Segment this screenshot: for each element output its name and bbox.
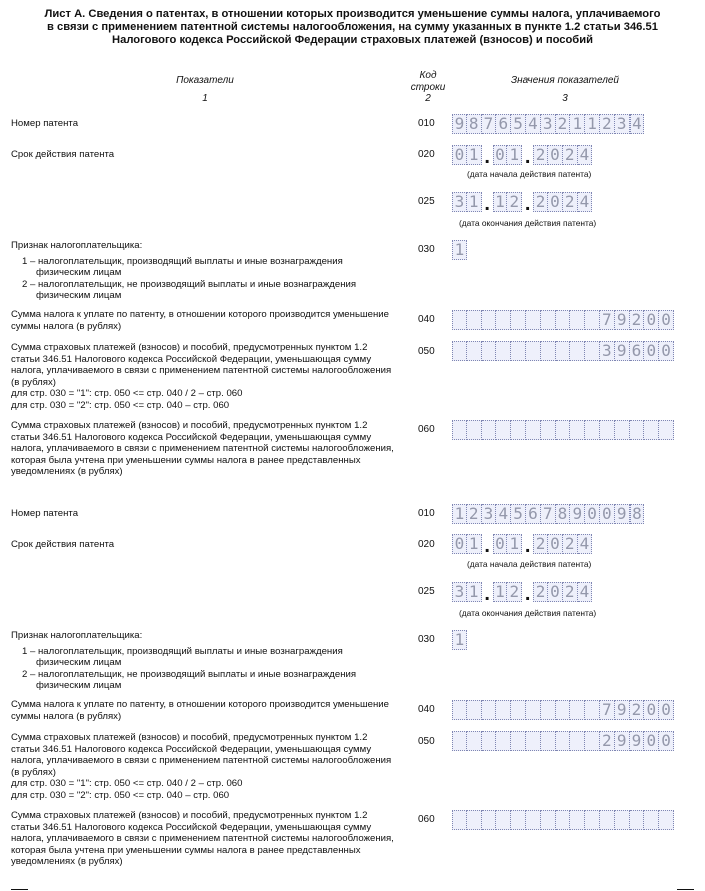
char-cell bbox=[630, 420, 645, 440]
date-separator: . bbox=[484, 583, 490, 605]
label-taxpayer-sign bbox=[11, 240, 399, 302]
char-cell bbox=[585, 731, 600, 751]
char-cell bbox=[526, 420, 541, 440]
char-cell: 0 bbox=[548, 145, 563, 165]
char-cell: 2 bbox=[563, 192, 578, 212]
char-cell: 1 bbox=[467, 145, 482, 165]
char-cell: 1 bbox=[507, 534, 522, 554]
char-cell: 2 bbox=[533, 145, 548, 165]
char-cell: 0 bbox=[659, 310, 674, 330]
label-taxpayer-sign bbox=[11, 630, 399, 692]
char-cell: 0 bbox=[548, 534, 563, 554]
char-cell bbox=[659, 810, 674, 830]
code-020: 020 bbox=[418, 539, 435, 550]
label-insurance-amount bbox=[11, 342, 399, 411]
date-separator: . bbox=[484, 535, 490, 557]
label-patent-number: Номер патента bbox=[11, 118, 79, 129]
char-cell bbox=[556, 810, 571, 830]
char-cell bbox=[496, 341, 511, 361]
char-cell bbox=[570, 700, 585, 720]
char-cell bbox=[644, 420, 659, 440]
label-patent-term: Срок действия патента bbox=[11, 539, 115, 550]
taxpayer-sign-title: Признак налогоплательщика: bbox=[11, 630, 143, 641]
char-cell bbox=[511, 420, 526, 440]
char-cell: 4 bbox=[630, 114, 645, 134]
char-cell bbox=[452, 341, 467, 361]
char-cell: 6 bbox=[526, 504, 541, 524]
char-cell: 8 bbox=[467, 114, 482, 134]
char-cell: 0 bbox=[644, 341, 659, 361]
char-cell bbox=[511, 700, 526, 720]
rule-line-2: для стр. 030 = "2": стр. 050 <= стр. 040 – стр. 060 bbox=[11, 789, 230, 801]
char-cell: 1 bbox=[570, 114, 585, 134]
char-cell: 0 bbox=[585, 504, 600, 524]
char-cell: 2 bbox=[533, 192, 548, 212]
code-040: 040 bbox=[418, 704, 435, 715]
char-cell: 1 bbox=[493, 192, 508, 212]
date-separator: . bbox=[524, 535, 531, 557]
taxpayer-sign-option-2: 2 – налогоплательщик, не производящий выплаты и иные вознаграждения физическим лицам bbox=[22, 278, 357, 301]
char-cell: 8 bbox=[630, 504, 645, 524]
end-date-caption: (дата окончания действия патента) bbox=[459, 608, 597, 618]
char-cell bbox=[570, 420, 585, 440]
insurance-amount-field[interactable] bbox=[452, 731, 674, 751]
char-cell: 2 bbox=[533, 534, 548, 554]
char-cell: 9 bbox=[615, 700, 630, 720]
char-cell bbox=[511, 731, 526, 751]
code-030: 030 bbox=[418, 244, 435, 255]
code-060: 060 bbox=[418, 814, 435, 825]
char-cell bbox=[630, 810, 645, 830]
char-cell: 1 bbox=[452, 630, 467, 650]
char-cell bbox=[570, 810, 585, 830]
char-cell bbox=[556, 731, 571, 751]
char-cell bbox=[526, 341, 541, 361]
char-cell: 0 bbox=[644, 700, 659, 720]
label-insurance-amount bbox=[11, 732, 399, 801]
char-cell bbox=[585, 310, 600, 330]
code-010: 010 bbox=[418, 508, 435, 519]
char-cell bbox=[452, 310, 467, 330]
char-cell: 1 bbox=[467, 582, 482, 602]
char-cell: 0 bbox=[659, 341, 674, 361]
char-cell: 1 bbox=[452, 240, 467, 260]
start-date-caption: (дата начала действия патента) bbox=[467, 169, 592, 179]
char-cell: 2 bbox=[556, 114, 571, 134]
char-cell: 0 bbox=[452, 534, 467, 554]
char-cell: 6 bbox=[496, 114, 511, 134]
char-cell: 3 bbox=[541, 114, 556, 134]
char-cell: 2 bbox=[533, 582, 548, 602]
code-050: 050 bbox=[418, 736, 435, 747]
char-cell bbox=[585, 341, 600, 361]
char-cell: 0 bbox=[548, 582, 563, 602]
char-cell bbox=[585, 810, 600, 830]
taxpayer-sign-option-1: 1 – налогоплательщик, производящий выплаты и иные вознаграждения физическим лицам bbox=[22, 255, 343, 278]
char-cell: 3 bbox=[600, 341, 615, 361]
start-date-field[interactable] bbox=[452, 144, 592, 168]
char-cell bbox=[467, 341, 482, 361]
char-cell: 0 bbox=[493, 534, 508, 554]
char-cell: 3 bbox=[482, 504, 497, 524]
char-cell: 9 bbox=[630, 731, 645, 751]
label-prior-amount: Сумма страховых платежей (взносов) и пособий, предусмотренных пунктом 1.2 статьи 346.51 Налогового кодекса Российской Федерации, уменьшающая сумму налога, уплачиваемого в связи с применением патентной системы налогообложения, которая была учтена при уменьшении суммы налога в ранее представленных уведомлениях (в рублях) bbox=[11, 420, 394, 477]
char-cell: 4 bbox=[578, 534, 593, 554]
char-cell bbox=[496, 700, 511, 720]
char-cell bbox=[482, 731, 497, 751]
column-header-indicators: Показатели bbox=[176, 75, 234, 86]
char-cell: 4 bbox=[496, 504, 511, 524]
char-cell bbox=[511, 810, 526, 830]
patent-number-field[interactable] bbox=[452, 504, 644, 524]
label-patent-term: Срок действия патента bbox=[11, 149, 115, 160]
label-patent-number: Номер патента bbox=[11, 508, 79, 519]
char-cell bbox=[556, 700, 571, 720]
char-cell bbox=[526, 731, 541, 751]
char-cell bbox=[452, 731, 467, 751]
char-cell: 5 bbox=[511, 114, 526, 134]
taxpayer-sign-title: Признак налогоплательщика: bbox=[11, 240, 143, 251]
char-cell bbox=[511, 310, 526, 330]
rule-line-1: для стр. 030 = "1": стр. 050 <= стр. 040 / 2 – стр. 060 bbox=[11, 778, 243, 789]
char-cell: 7 bbox=[541, 504, 556, 524]
char-cell bbox=[482, 810, 497, 830]
char-cell: 6 bbox=[630, 341, 645, 361]
char-cell bbox=[511, 341, 526, 361]
column-header-indicators-number: 1 bbox=[202, 93, 208, 104]
char-cell: 2 bbox=[630, 310, 645, 330]
char-cell bbox=[496, 310, 511, 330]
char-cell: 2 bbox=[563, 582, 578, 602]
char-cell bbox=[496, 731, 511, 751]
char-cell bbox=[467, 310, 482, 330]
char-cell: 4 bbox=[578, 145, 593, 165]
char-cell bbox=[526, 810, 541, 830]
char-cell: 1 bbox=[585, 114, 600, 134]
char-cell: 0 bbox=[600, 504, 615, 524]
char-cell: 0 bbox=[548, 192, 563, 212]
char-cell bbox=[467, 810, 482, 830]
sheet-title: Лист А. Сведения о патентах, в отношении которых производится уменьшение суммы налога, уплачиваемого в связи с применением патентной системы налогообложения, на сумму указанных в пункте 1.2 статьи 346.51 Налогового кодекса Российской Федерации страховых платежей (взносов) и пособий bbox=[44, 8, 661, 47]
char-cell: 4 bbox=[578, 582, 593, 602]
start-date-caption: (дата начала действия патента) bbox=[467, 559, 592, 569]
char-cell bbox=[600, 420, 615, 440]
char-cell bbox=[541, 420, 556, 440]
char-cell bbox=[541, 341, 556, 361]
prior-amount-field[interactable] bbox=[452, 420, 674, 440]
char-cell: 2 bbox=[563, 534, 578, 554]
char-cell bbox=[556, 310, 571, 330]
insurance-amount-text: Сумма страховых платежей (взносов) и пособий, предусмотренных пунктом 1.2 статьи 346.51 Налогового кодекса Российской Федерации, уменьшающая сумму налога, уплачиваемого в связи с применением патентной системы налогообложения (в рублях) bbox=[11, 732, 392, 778]
char-cell bbox=[496, 420, 511, 440]
tax-amount-field[interactable] bbox=[452, 310, 674, 330]
char-cell: 7 bbox=[600, 310, 615, 330]
char-cell bbox=[659, 420, 674, 440]
char-cell: 9 bbox=[615, 731, 630, 751]
prior-amount-field[interactable] bbox=[452, 810, 674, 830]
char-cell bbox=[615, 420, 630, 440]
label-tax-amount: Сумма налога к уплате по патенту, в отношении которого производится уменьшение суммы налога (в рублях) bbox=[11, 699, 389, 722]
char-cell bbox=[644, 810, 659, 830]
char-cell: 1 bbox=[467, 192, 482, 212]
char-cell bbox=[452, 420, 467, 440]
char-cell: 9 bbox=[452, 114, 467, 134]
column-header-values-number: 3 bbox=[562, 93, 568, 104]
char-cell: 9 bbox=[615, 310, 630, 330]
code-020: 020 bbox=[418, 149, 435, 160]
char-cell bbox=[585, 700, 600, 720]
column-header-code: Код строки bbox=[410, 70, 446, 93]
char-cell bbox=[541, 310, 556, 330]
char-cell: 1 bbox=[452, 504, 467, 524]
char-cell bbox=[570, 341, 585, 361]
char-cell bbox=[482, 420, 497, 440]
char-cell bbox=[526, 310, 541, 330]
taxpayer-sign-option-2: 2 – налогоплательщик, не производящий выплаты и иные вознаграждения физическим лицам bbox=[22, 668, 357, 691]
char-cell bbox=[452, 810, 467, 830]
label-tax-amount: Сумма налога к уплате по патенту, в отношении которого производится уменьшение суммы налога (в рублях) bbox=[11, 309, 389, 332]
char-cell bbox=[452, 700, 467, 720]
end-date-caption: (дата окончания действия патента) bbox=[459, 218, 597, 228]
char-cell bbox=[570, 731, 585, 751]
char-cell: 9 bbox=[615, 341, 630, 361]
date-separator: . bbox=[484, 193, 490, 215]
char-cell bbox=[467, 731, 482, 751]
date-separator: . bbox=[524, 146, 531, 168]
char-cell bbox=[496, 810, 511, 830]
rule-line-1: для стр. 030 = "1": стр. 050 <= стр. 040 / 2 – стр. 060 bbox=[11, 388, 243, 399]
char-cell: 5 bbox=[511, 504, 526, 524]
char-cell: 9 bbox=[570, 504, 585, 524]
char-cell bbox=[556, 420, 571, 440]
taxpayer-sign-option-1: 1 – налогоплательщик, производящий выплаты и иные вознаграждения физическим лицам bbox=[22, 645, 343, 668]
char-cell bbox=[526, 700, 541, 720]
char-cell bbox=[482, 700, 497, 720]
code-050: 050 bbox=[418, 346, 435, 357]
char-cell bbox=[541, 700, 556, 720]
corner-mark-right bbox=[677, 889, 694, 891]
char-cell bbox=[541, 731, 556, 751]
code-040: 040 bbox=[418, 314, 435, 325]
char-cell: 0 bbox=[452, 145, 467, 165]
date-separator: . bbox=[524, 193, 531, 215]
char-cell bbox=[585, 420, 600, 440]
column-header-code-number: 2 bbox=[425, 93, 431, 104]
code-030: 030 bbox=[418, 634, 435, 645]
start-date-field[interactable] bbox=[452, 533, 592, 557]
insurance-amount-text: Сумма страховых платежей (взносов) и пособий, предусмотренных пунктом 1.2 статьи 346.51 Налогового кодекса Российской Федерации, уменьшающая сумму налога, уплачиваемого в связи с применением патентной системы налогообложения (в рублях) bbox=[11, 342, 392, 388]
char-cell bbox=[600, 810, 615, 830]
char-cell: 3 bbox=[452, 582, 467, 602]
char-cell bbox=[556, 341, 571, 361]
char-cell: 2 bbox=[563, 145, 578, 165]
char-cell: 7 bbox=[482, 114, 497, 134]
char-cell: 2 bbox=[600, 731, 615, 751]
char-cell: 2 bbox=[467, 504, 482, 524]
char-cell: 4 bbox=[526, 114, 541, 134]
char-cell: 3 bbox=[615, 114, 630, 134]
char-cell: 2 bbox=[600, 114, 615, 134]
patent-number-field[interactable] bbox=[452, 114, 644, 134]
char-cell: 0 bbox=[493, 145, 508, 165]
char-cell: 2 bbox=[507, 582, 522, 602]
char-cell bbox=[615, 810, 630, 830]
code-025: 025 bbox=[418, 586, 435, 597]
corner-mark-left bbox=[11, 889, 28, 891]
char-cell: 2 bbox=[507, 192, 522, 212]
end-date-field[interactable] bbox=[452, 581, 592, 605]
char-cell: 7 bbox=[600, 700, 615, 720]
char-cell: 1 bbox=[507, 145, 522, 165]
char-cell: 0 bbox=[659, 731, 674, 751]
tax-amount-field[interactable] bbox=[452, 700, 674, 720]
char-cell bbox=[482, 310, 497, 330]
rule-line-2: для стр. 030 = "2": стр. 050 <= стр. 040 – стр. 060 bbox=[11, 399, 230, 411]
taxpayer-sign-field[interactable] bbox=[452, 630, 467, 650]
char-cell: 0 bbox=[644, 310, 659, 330]
char-cell: 8 bbox=[556, 504, 571, 524]
char-cell bbox=[482, 341, 497, 361]
char-cell: 0 bbox=[659, 700, 674, 720]
char-cell bbox=[541, 810, 556, 830]
char-cell: 1 bbox=[493, 582, 508, 602]
label-prior-amount: Сумма страховых платежей (взносов) и пособий, предусмотренных пунктом 1.2 статьи 346.51 Налогового кодекса Российской Федерации, уменьшающая сумму налога, уплачиваемого в связи с применением патентной системы налогообложения, которая была учтена при уменьшении суммы налога в ранее представленных уведомлениях (в рублях) bbox=[11, 810, 394, 867]
taxpayer-sign-field[interactable] bbox=[452, 240, 467, 260]
char-cell: 1 bbox=[467, 534, 482, 554]
char-cell bbox=[467, 420, 482, 440]
code-060: 060 bbox=[418, 424, 435, 435]
date-separator: . bbox=[484, 146, 490, 168]
char-cell: 0 bbox=[644, 731, 659, 751]
char-cell: 4 bbox=[578, 192, 593, 212]
code-025: 025 bbox=[418, 196, 435, 207]
char-cell bbox=[570, 310, 585, 330]
column-header-values: Значения показателей bbox=[510, 75, 619, 86]
char-cell bbox=[467, 700, 482, 720]
char-cell: 2 bbox=[630, 700, 645, 720]
insurance-amount-field[interactable] bbox=[452, 341, 674, 361]
code-010: 010 bbox=[418, 118, 435, 129]
end-date-field[interactable] bbox=[452, 191, 592, 215]
char-cell: 9 bbox=[615, 504, 630, 524]
char-cell: 3 bbox=[452, 192, 467, 212]
date-separator: . bbox=[524, 583, 531, 605]
